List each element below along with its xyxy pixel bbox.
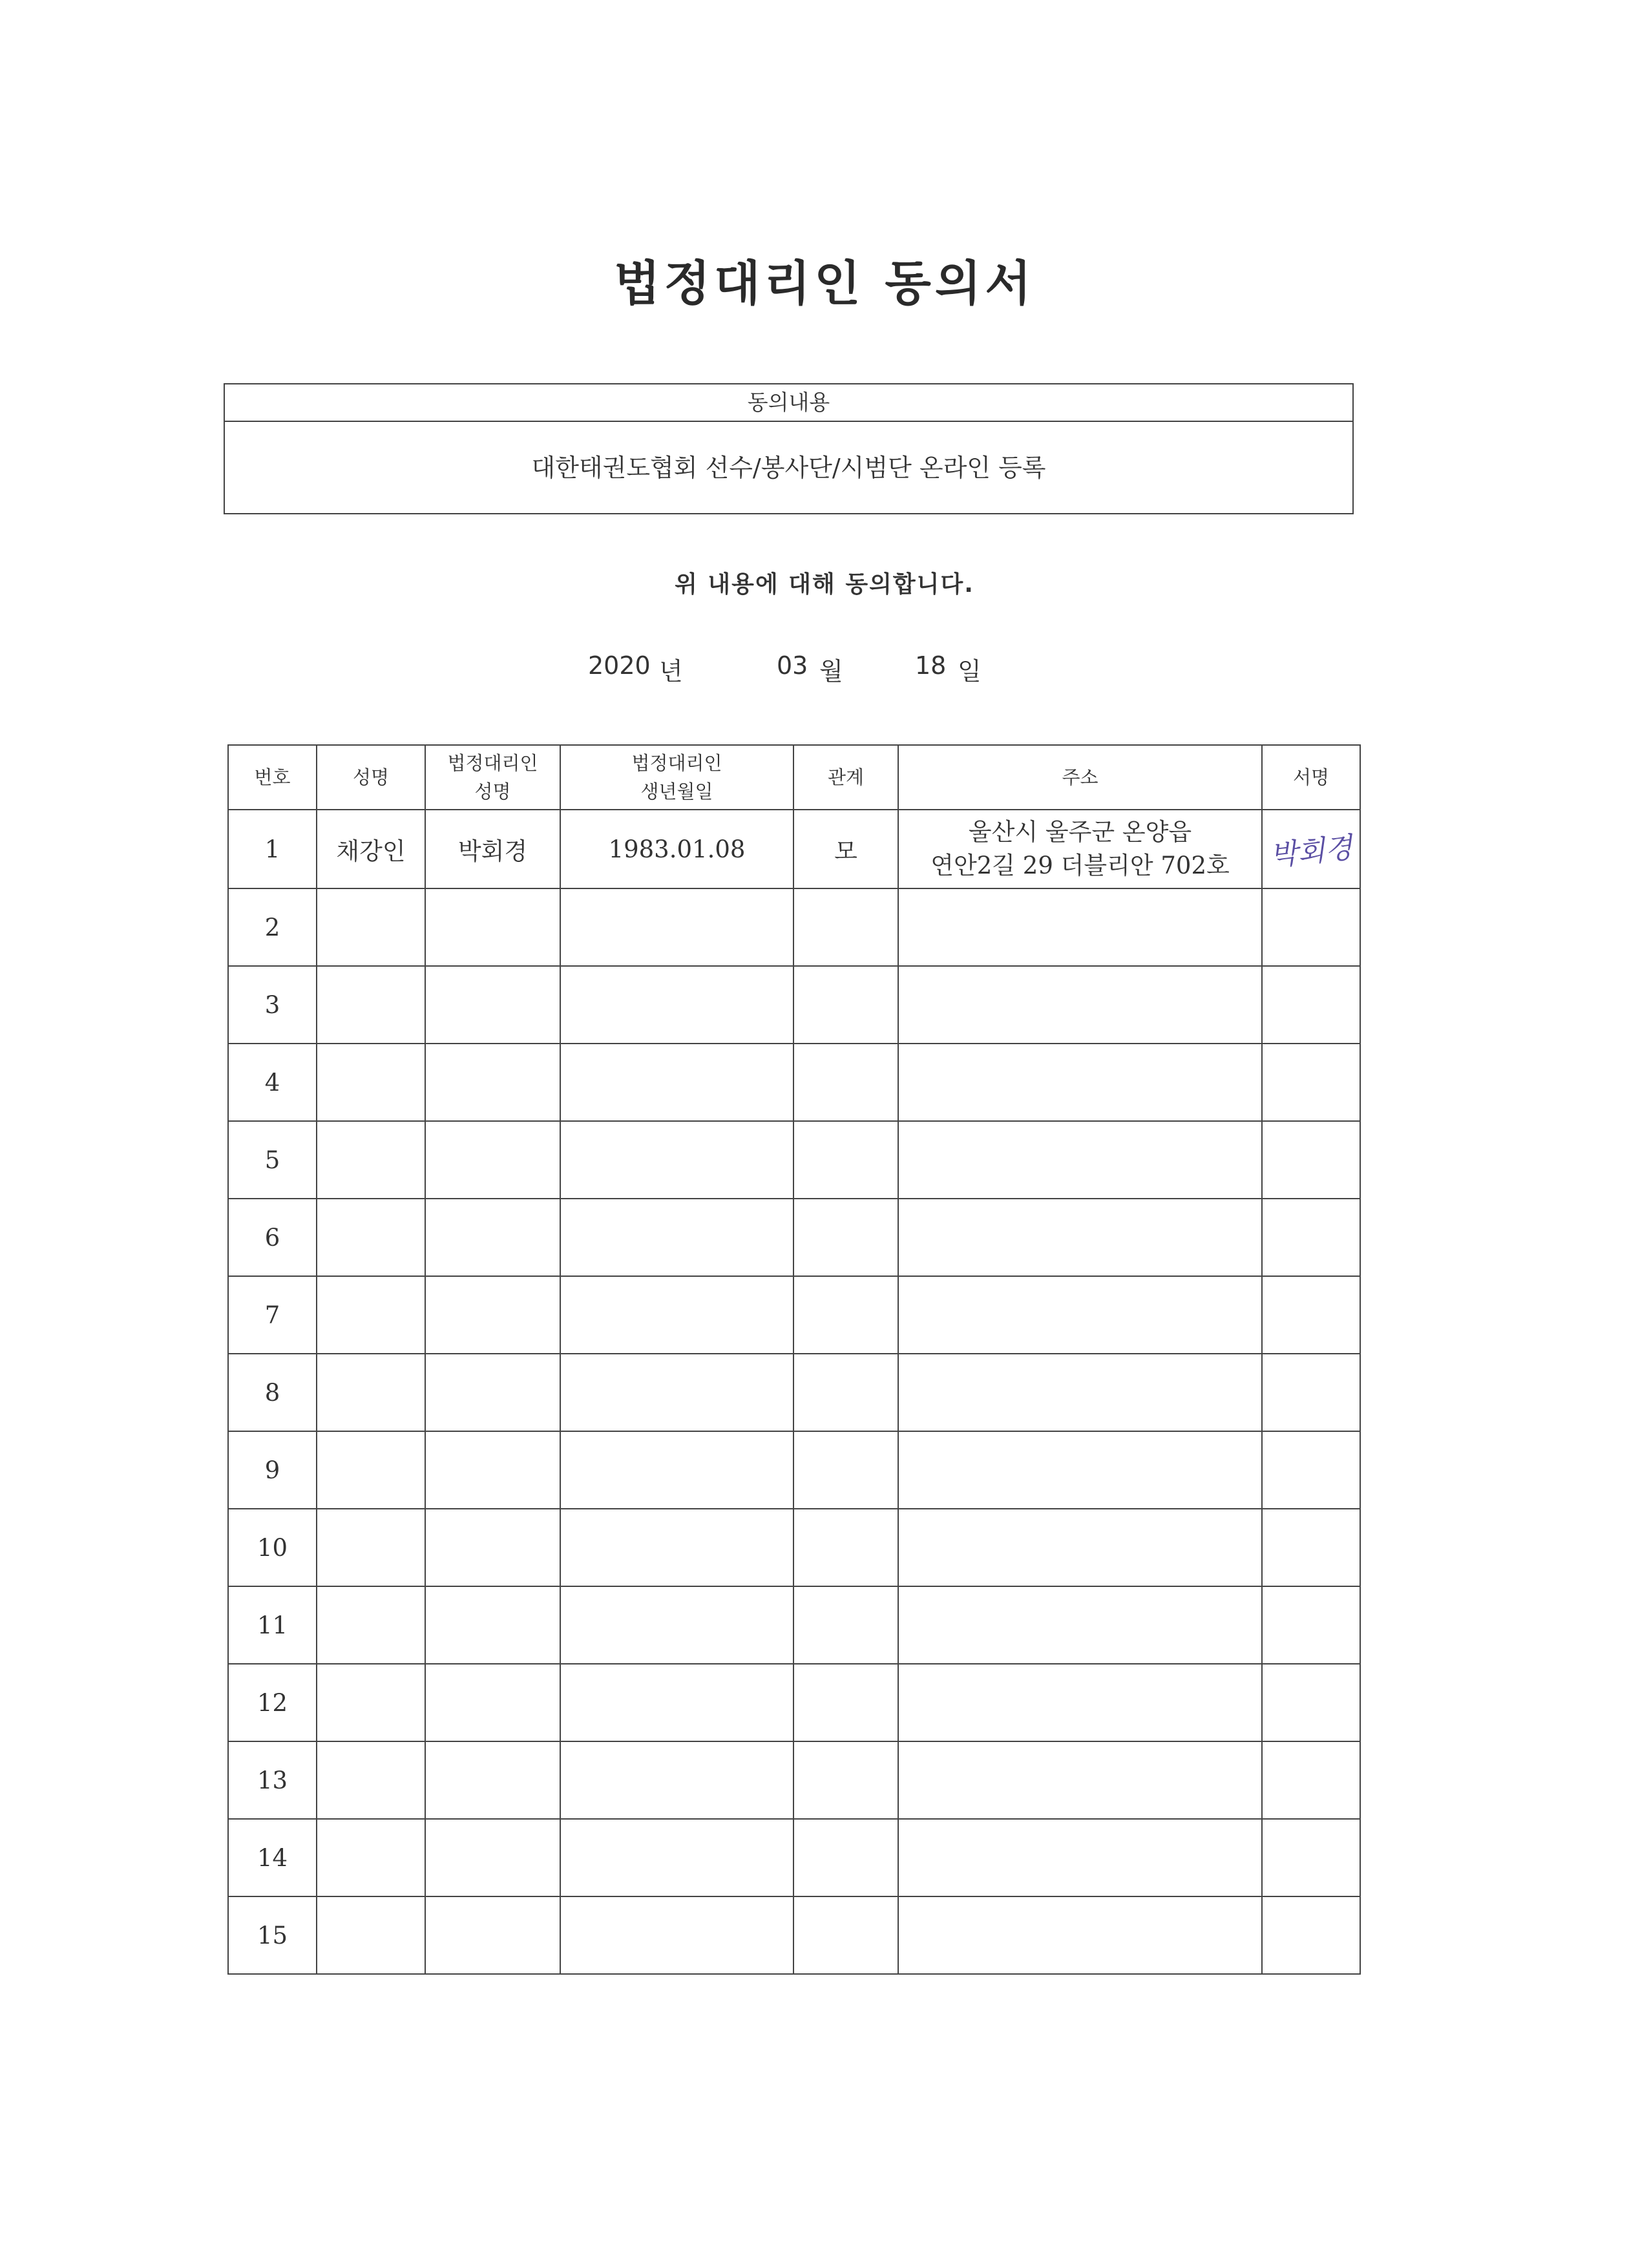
table-row: [228, 810, 1360, 888]
table-row: [228, 888, 1360, 966]
handwritten-signature: 박회경: [1268, 831, 1354, 873]
row-signature: [1262, 966, 1360, 1044]
row-relation: [793, 1586, 898, 1664]
row-name: [317, 1199, 425, 1276]
row-guardian-birth: 1983.01.08: [560, 810, 793, 888]
header-guardian-birth-line2: 생년월일: [640, 781, 713, 803]
row-guardian-name: [425, 888, 560, 966]
date-month-unit: 월: [819, 657, 843, 686]
row-address: [898, 1741, 1262, 1819]
header-guardian-name-line2: 성명: [474, 781, 511, 803]
row-address: [898, 888, 1262, 966]
header-signature: 서명: [1262, 745, 1360, 810]
row-address: [898, 1896, 1262, 1974]
table-row: [228, 1044, 1360, 1121]
row-guardian-birth: [560, 888, 793, 966]
row-name: [317, 1121, 425, 1199]
row-guardian-birth: [560, 1199, 793, 1276]
row-name: [317, 1586, 425, 1664]
row-no: 15: [228, 1896, 317, 1974]
row-signature: [1262, 1276, 1360, 1354]
row-no: 10: [228, 1509, 317, 1586]
row-name: 채강인: [317, 810, 425, 888]
row-relation: [793, 1199, 898, 1276]
row-relation: [793, 1121, 898, 1199]
date-year: 2020: [588, 651, 651, 680]
row-guardian-birth: [560, 1664, 793, 1741]
row-guardian-birth: [560, 1896, 793, 1974]
row-signature: [1262, 1741, 1360, 1819]
row-no: 12: [228, 1664, 317, 1741]
header-no: 번호: [228, 745, 317, 810]
row-guardian-name: [425, 1509, 560, 1586]
row-relation: [793, 1276, 898, 1354]
row-guardian-birth: [560, 966, 793, 1044]
row-address: [898, 1199, 1262, 1276]
row-relation: [793, 1664, 898, 1741]
row-name: [317, 1741, 425, 1819]
row-no: 11: [228, 1586, 317, 1664]
row-guardian-name: [425, 1044, 560, 1121]
row-signature: [1262, 1199, 1360, 1276]
row-address: [898, 810, 1262, 888]
row-name: [317, 1044, 425, 1121]
row-no: 4: [228, 1044, 317, 1121]
row-relation: [793, 1741, 898, 1819]
row-guardian-name: [425, 1199, 560, 1276]
row-guardian-birth: [560, 1741, 793, 1819]
row-guardian-name: [425, 1896, 560, 1974]
table-row: [228, 1431, 1360, 1509]
row-address: [898, 1586, 1262, 1664]
row-no: 6: [228, 1199, 317, 1276]
document-title: 법정대리인 동의서: [614, 256, 1035, 311]
row-no: 14: [228, 1819, 317, 1896]
row-name: [317, 1664, 425, 1741]
table-row: [228, 1896, 1360, 1974]
header-guardian-birth-line1: 법정대리인: [631, 752, 722, 774]
row-no: 7: [228, 1276, 317, 1354]
table-row: [228, 1664, 1360, 1741]
row-guardian-birth: [560, 1431, 793, 1509]
row-guardian-birth: [560, 1586, 793, 1664]
row-name: [317, 1431, 425, 1509]
row-address: [898, 1354, 1262, 1431]
row-guardian-birth: [560, 1121, 793, 1199]
row-guardian-name: [425, 1431, 560, 1509]
header-guardian-birth: [560, 745, 793, 810]
row-guardian-name: [425, 1276, 560, 1354]
row-name: [317, 966, 425, 1044]
header-address: 주소: [898, 745, 1262, 810]
consent-table: [227, 744, 1361, 1975]
date-day-unit: 일: [958, 657, 982, 686]
row-no: 9: [228, 1431, 317, 1509]
table-header-row: [228, 745, 1360, 810]
header-name: 성명: [317, 745, 425, 810]
table-row: [228, 966, 1360, 1044]
row-address: [898, 1664, 1262, 1741]
header-guardian-name-line1: 법정대리인: [447, 752, 538, 774]
row-guardian-name: [425, 1121, 560, 1199]
row-no: 1: [228, 810, 317, 888]
row-guardian-name: [425, 1664, 560, 1741]
row-relation: [793, 1509, 898, 1586]
table-row: [228, 1121, 1360, 1199]
table-row: [228, 1509, 1360, 1586]
consent-header: 동의내용: [225, 384, 1352, 422]
row-address: [898, 1276, 1262, 1354]
header-guardian-name: [425, 745, 560, 810]
row-signature: [1262, 1354, 1360, 1431]
row-guardian-birth: [560, 1819, 793, 1896]
row-address: [898, 1044, 1262, 1121]
date-month: 03: [777, 651, 808, 680]
consent-content: 대한태권도협회 선수/봉사단/시범단 온라인 등록: [531, 454, 1046, 482]
row-no: 5: [228, 1121, 317, 1199]
table-row: [228, 1741, 1360, 1819]
row-no: 13: [228, 1741, 317, 1819]
row-address: [898, 1819, 1262, 1896]
row-guardian-birth: [560, 1509, 793, 1586]
agreement-statement: 위 내용에 대해 동의합니다.: [675, 571, 974, 598]
row-signature: [1262, 1121, 1360, 1199]
row-relation: 모: [793, 810, 898, 888]
row-signature: [1262, 888, 1360, 966]
row-relation: [793, 1819, 898, 1896]
row-guardian-name: 박회경: [425, 810, 560, 888]
row-signature: [1262, 1431, 1360, 1509]
row-signature: [1262, 1664, 1360, 1741]
table-row: [228, 1354, 1360, 1431]
row-signature: [1262, 1819, 1360, 1896]
row-signature: [1262, 810, 1360, 888]
row-guardian-name: [425, 1819, 560, 1896]
row-relation: [793, 966, 898, 1044]
row-guardian-birth: [560, 1276, 793, 1354]
row-relation: [793, 1896, 898, 1974]
row-guardian-name: [425, 1354, 560, 1431]
row-no: 3: [228, 966, 317, 1044]
row-address-line2: 연안2길 29 더블리안 702호: [930, 852, 1230, 879]
consent-box: [224, 383, 1354, 514]
row-guardian-birth: [560, 1044, 793, 1121]
date-day: 18: [915, 651, 947, 680]
row-no: 2: [228, 888, 317, 966]
row-guardian-name: [425, 966, 560, 1044]
table-row: [228, 1586, 1360, 1664]
row-name: [317, 1354, 425, 1431]
row-guardian-birth: [560, 1354, 793, 1431]
row-relation: [793, 1354, 898, 1431]
row-address: [898, 966, 1262, 1044]
row-guardian-name: [425, 1586, 560, 1664]
row-name: [317, 1509, 425, 1586]
row-relation: [793, 1431, 898, 1509]
row-address: [898, 1431, 1262, 1509]
date-year-unit: 년: [659, 657, 683, 686]
header-relation: 관계: [793, 745, 898, 810]
row-name: [317, 1896, 425, 1974]
row-address-line1: 울산시 울주군 온양읍: [968, 818, 1192, 846]
row-address: [898, 1121, 1262, 1199]
row-name: [317, 1276, 425, 1354]
row-name: [317, 888, 425, 966]
row-guardian-name: [425, 1741, 560, 1819]
row-address: [898, 1509, 1262, 1586]
row-signature: [1262, 1509, 1360, 1586]
row-signature: [1262, 1586, 1360, 1664]
table-row: [228, 1819, 1360, 1896]
row-no: 8: [228, 1354, 317, 1431]
row-relation: [793, 1044, 898, 1121]
table-row: [228, 1199, 1360, 1276]
row-signature: [1262, 1044, 1360, 1121]
row-name: [317, 1819, 425, 1896]
row-signature: [1262, 1896, 1360, 1974]
table-row: [228, 1276, 1360, 1354]
row-relation: [793, 888, 898, 966]
